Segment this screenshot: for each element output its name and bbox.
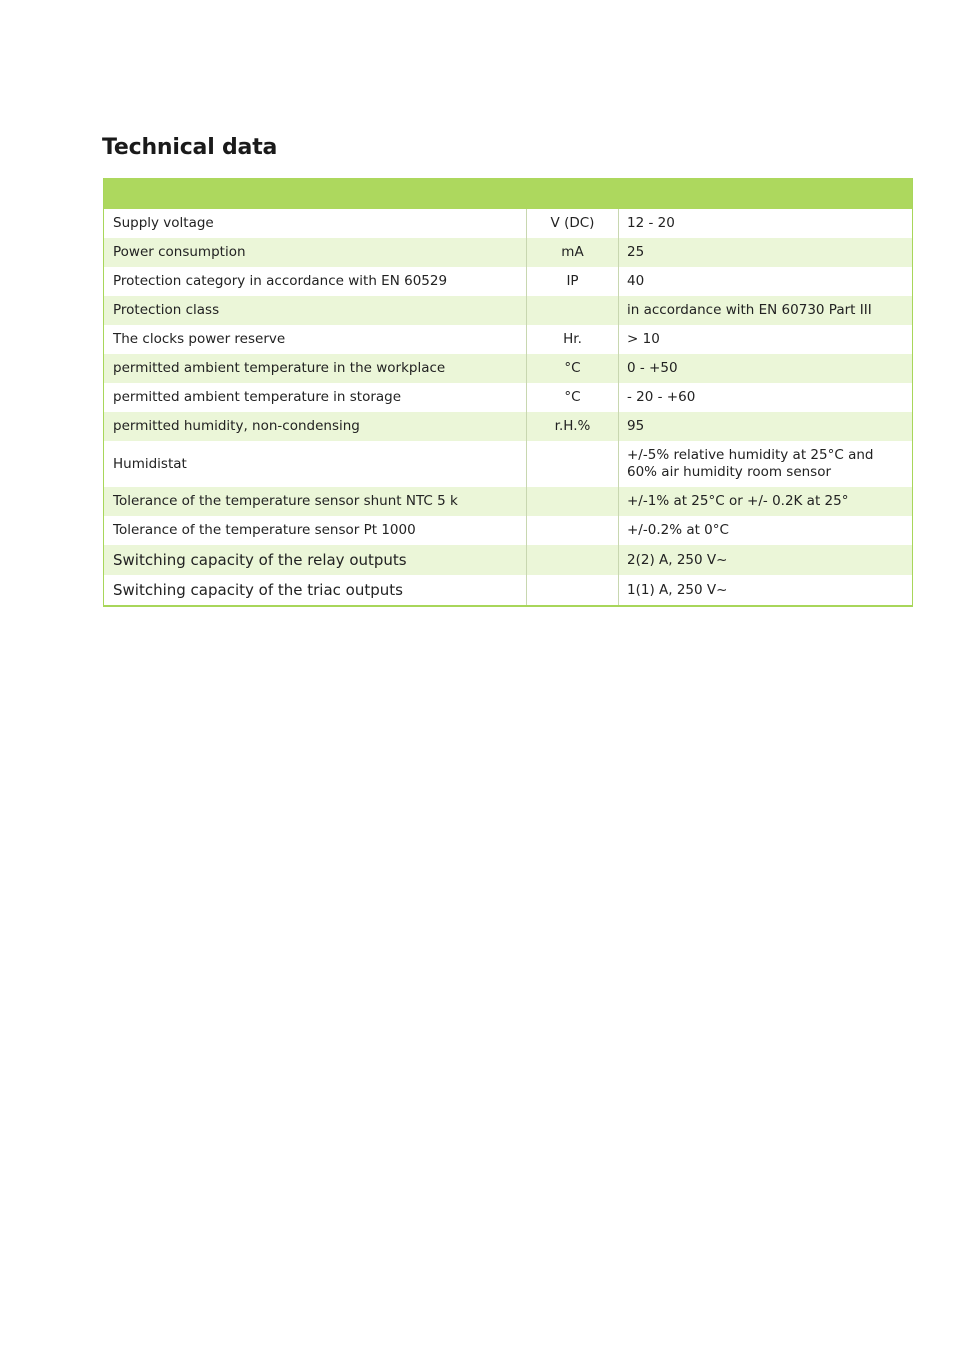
value-cell: 95 [619,412,913,441]
unit-cell [527,516,619,545]
unit-cell [527,545,619,575]
parameter-cell: Tolerance of the temperature sensor shunt NTC 5 k [104,487,527,516]
table-row [104,516,913,545]
table-row [104,325,913,354]
table-row [104,267,913,296]
table-row [104,354,913,383]
value-cell: +/-0.2% at 0°C [627,522,729,538]
table-row [104,238,913,267]
table-row [104,441,913,487]
table-row [104,296,913,325]
parameter-cell: permitted ambient temperature in the workplace [104,354,527,383]
unit-cell [527,487,619,516]
unit-cell: °C [527,383,619,412]
unit-cell [527,296,619,325]
unit-cell: r.H.% [527,412,619,441]
value-cell: 25 [619,238,913,267]
value-cell: - 20 - +60 [627,389,696,405]
unit-cell: Hr. [527,325,619,354]
parameter-cell: Switching capacity of the triac outputs [113,580,403,599]
table-row [104,209,913,238]
parameter-cell: Tolerance of the temperature sensor Pt 1000 [113,522,416,538]
parameter-cell: Protection class [104,296,527,325]
parameter-cell: Humidistat [113,455,187,472]
parameter-cell: permitted ambient temperature in storage [113,389,402,405]
value-cell: > 10 [627,331,660,347]
value-cell: +/-1% at 25°C or +/- 0.2K at 25° [619,487,913,516]
value-cell: 12 - 20 [627,215,675,231]
table-row [104,575,913,606]
value-cell: 0 - +50 [619,354,913,383]
table-row [104,487,913,516]
header-band-cell [104,178,913,209]
parameter-cell: Supply voltage [113,215,214,231]
table-header-band [104,178,913,209]
value-cell: in accordance with EN 60730 Part III [619,296,913,325]
technical-data-table [103,178,913,607]
table-row [104,383,913,412]
table-row [104,412,913,441]
parameter-cell: The clocks power reserve [113,331,286,347]
parameter-cell: Power consumption [104,238,527,267]
value-cell: 40 [627,273,645,289]
parameter-cell: Switching capacity of the relay outputs [104,545,527,575]
parameter-cell: Protection category in accordance with EN 60529 [113,273,448,289]
unit-cell [527,575,619,606]
unit-cell: V (DC) [527,209,619,238]
parameter-cell: permitted humidity, non-condensing [104,412,527,441]
value-cell: 1(1) A, 250 V~ [627,581,728,598]
value-cell: +/-5% relative humidity at 25°C and 60% air humidity room sensor [627,447,874,480]
unit-cell: mA [527,238,619,267]
unit-cell: IP [527,267,619,296]
unit-cell: °C [527,354,619,383]
value-cell: 2(2) A, 250 V~ [619,545,913,575]
table-row [104,545,913,575]
page-title: Technical data [102,135,278,160]
unit-cell [527,441,619,487]
